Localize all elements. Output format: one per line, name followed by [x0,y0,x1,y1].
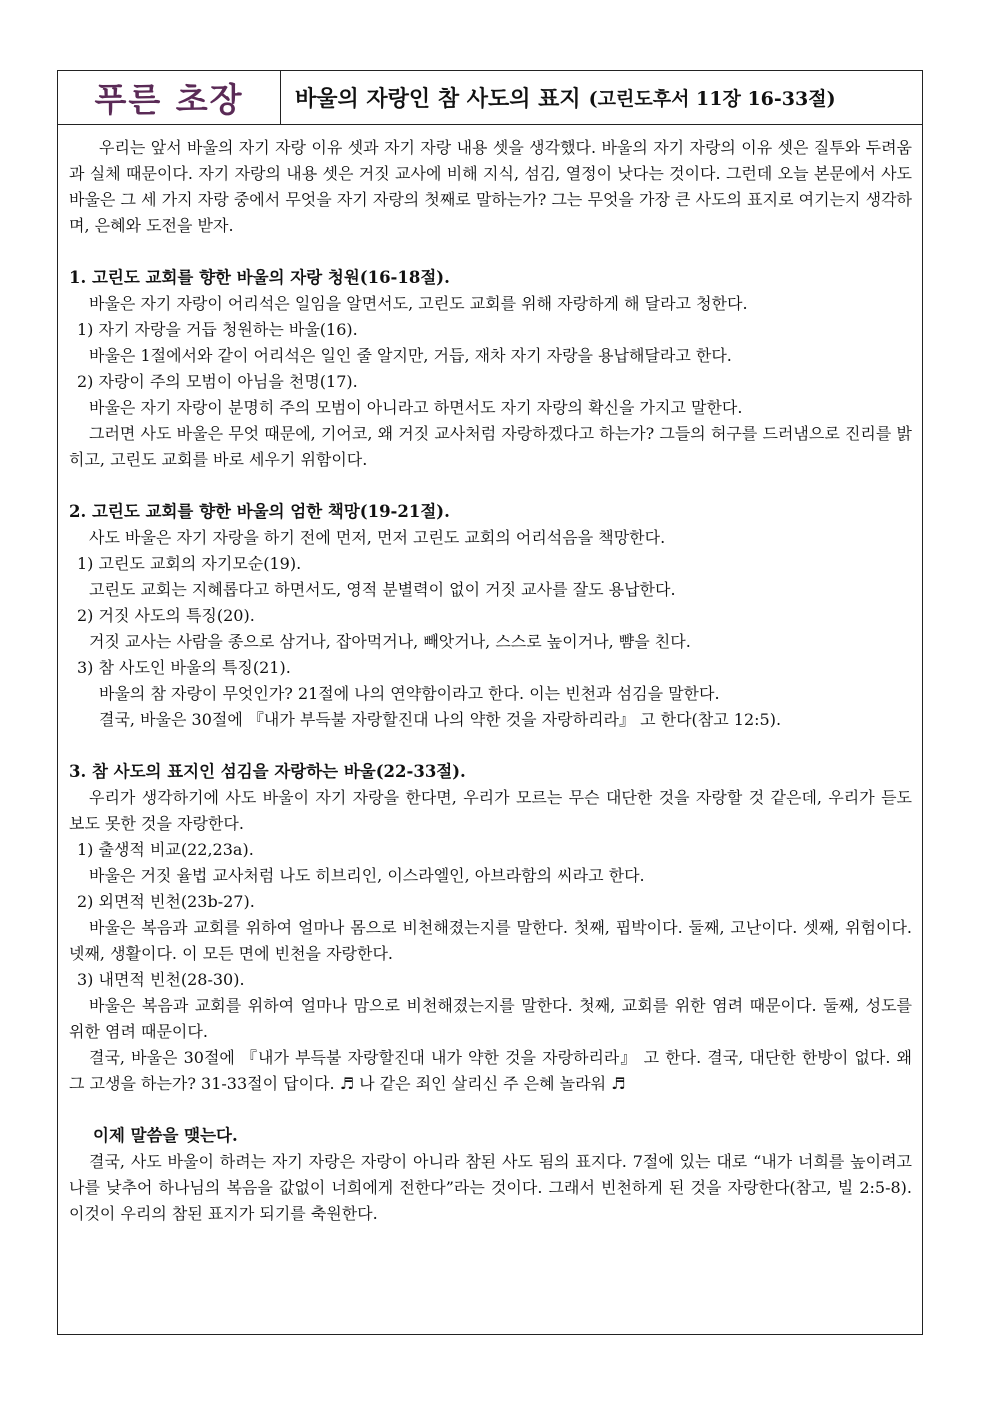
section1-point2-title: 2) 자랑이 주의 모범이 아님을 천명(17). [77,372,358,391]
sermon-body [58,125,922,1227]
section1-point1-body: 바울은 1절에서와 같이 어리석은 일인 줄 알지만, 거듭, 재차 자기 자랑을 용납해달라고 한다. [89,346,732,365]
closing-body: 결국, 사도 바울이 하려는 자기 자랑은 자랑이 아니라 참된 사도 됨의 표지다. 7절에 있는 대로 “내가 너희를 높이려고 나를 낮추어 하나님의 복음을 값없이 너희에게 전한다”라는 것이다. 그래서 빈천하게 된 것을 자랑한다(참고, 빌 2:5-8). 이것이 우리의 참된 표지가 되기를 축원한다. [69,1152,912,1223]
section1-conclusion: 그러면 사도 바울은 무엇 때문에, 기어코, 왜 거짓 교사처럼 자랑하겠다고 하는가? 그들의 허구를 드러냄으로 진리를 밝히고, 고린도 교회를 바로 세우기 위함이다. [69,424,912,469]
header [58,71,922,125]
brand-title: 푸른 초장 [58,71,281,124]
closing-heading: 이제 말씀을 맺는다. [93,1126,238,1145]
section3-lead: 우리가 생각하기에 사도 바울이 자기 자랑을 한다면, 우리가 모르는 무슨 대단한 것을 자랑할 것 같은데, 우리가 듣도 보도 못한 것을 자랑한다. [69,788,912,833]
section3-point1-body: 바울은 거짓 율법 교사처럼 나도 히브리인, 이스라엘인, 아브라함의 씨라고 한다. [89,866,645,885]
section3-point3-body: 바울은 복음과 교회를 위하여 얼마나 맘으로 비천해졌는지를 말한다. 첫째, 교회를 위한 염려 때문이다. 둘째, 성도를 위한 염려 때문이다. [69,996,912,1041]
section2-heading: 2. 고린도 교회를 향한 바울의 엄한 책망(19-21절). [69,502,450,521]
section3-point2-title: 2) 외면적 빈천(23b-27). [77,892,255,911]
section2-point3-title: 3) 참 사도인 바울의 특징(21). [77,658,291,677]
section2-lead: 사도 바울은 자기 자랑을 하기 전에 먼저, 먼저 고린도 교회의 어리석음을 책망한다. [89,528,666,547]
section2-point3-body: 바울의 참 자랑이 무엇인가? 21절에 나의 연약함이라고 한다. 이는 빈천과 섬김을 말한다. [99,684,720,703]
section2-point1-title: 1) 고린도 교회의 자기모순(19). [77,554,302,573]
section3-heading: 3. 참 사도의 표지인 섬김을 자랑하는 바울(22-33절). [69,762,466,781]
sermon-title-text: 바울의 자랑인 참 사도의 표지 [295,86,581,112]
section3-point3-title: 3) 내면적 빈천(28-30). [77,970,245,989]
section2-point3-body2: 결국, 바울은 30절에 『내가 부득불 자랑할진대 나의 약한 것을 자랑하리라』 고 한다(참고 12:5). [99,710,782,729]
sermon-title [281,71,922,124]
section2-point2-title: 2) 거짓 사도의 특징(20). [77,606,255,625]
section2-point1-body: 고린도 교회는 지혜롭다고 하면서도, 영적 분별력이 없이 거짓 교사를 잘도 용납한다. [89,580,676,599]
bulletin-frame [57,70,923,1335]
section2-point2-body: 거짓 교사는 사람을 종으로 삼거나, 잡아먹거나, 빼앗거나, 스스로 높이거나, 뺨을 친다. [89,632,691,651]
section1-lead: 바울은 자기 자랑이 어리석은 일임을 알면서도, 고린도 교회를 위해 자랑하게 해 달라고 청한다. [89,294,748,313]
intro-paragraph: 우리는 앞서 바울의 자기 자랑 이유 셋과 자기 자랑 내용 셋을 생각했다. 바울의 자기 자랑의 이유 셋은 질투와 두려움과 실체 때문이다. 자기 자랑의 내용 셋은 거짓 교사에 비해 지식, 섬김, 열정이 낫다는 것이다. 그런데 오늘 본문에서 사도 바울은 그 세 가지 자랑 중에서 무엇을 자기 자랑의 첫째로 말하는가? 그는 무엇을 가장 큰 사도의 표지로 여기는지 생각하며, 은혜와 도전을 받자. [69,138,912,235]
section3-point2-body: 바울은 복음과 교회를 위하여 얼마나 몸으로 비천해졌는지를 말한다. 첫째, 핍박이다. 둘째, 고난이다. 셋째, 위험이다. 넷째, 생활이다. 이 모든 면에 빈천을 자랑한다. [69,918,912,963]
section3-point1-title: 1) 출생적 비교(22,23a). [77,840,254,859]
section1-heading: 1. 고린도 교회를 향한 바울의 자랑 청원(16-18절). [69,268,450,287]
section1-point2-body: 바울은 자기 자랑이 분명히 주의 모범이 아니라고 하면서도 자기 자랑의 확신을 가지고 말한다. [89,398,743,417]
scripture-reference: (고린도후서 11장 16-33절) [588,88,836,110]
section1-point1-title: 1) 자기 자랑을 거듭 청원하는 바울(16). [77,320,358,339]
section3-conclusion: 결국, 바울은 30절에 『내가 부득불 자랑할진대 내가 약한 것을 자랑하리라』 고 한다. 결국, 대단한 한방이 없다. 왜 그 고생을 하는가? 31-33절이 답이다. ♬ 나 같은 죄인 살리신 주 은혜 놀라워 ♬ [69,1048,912,1093]
